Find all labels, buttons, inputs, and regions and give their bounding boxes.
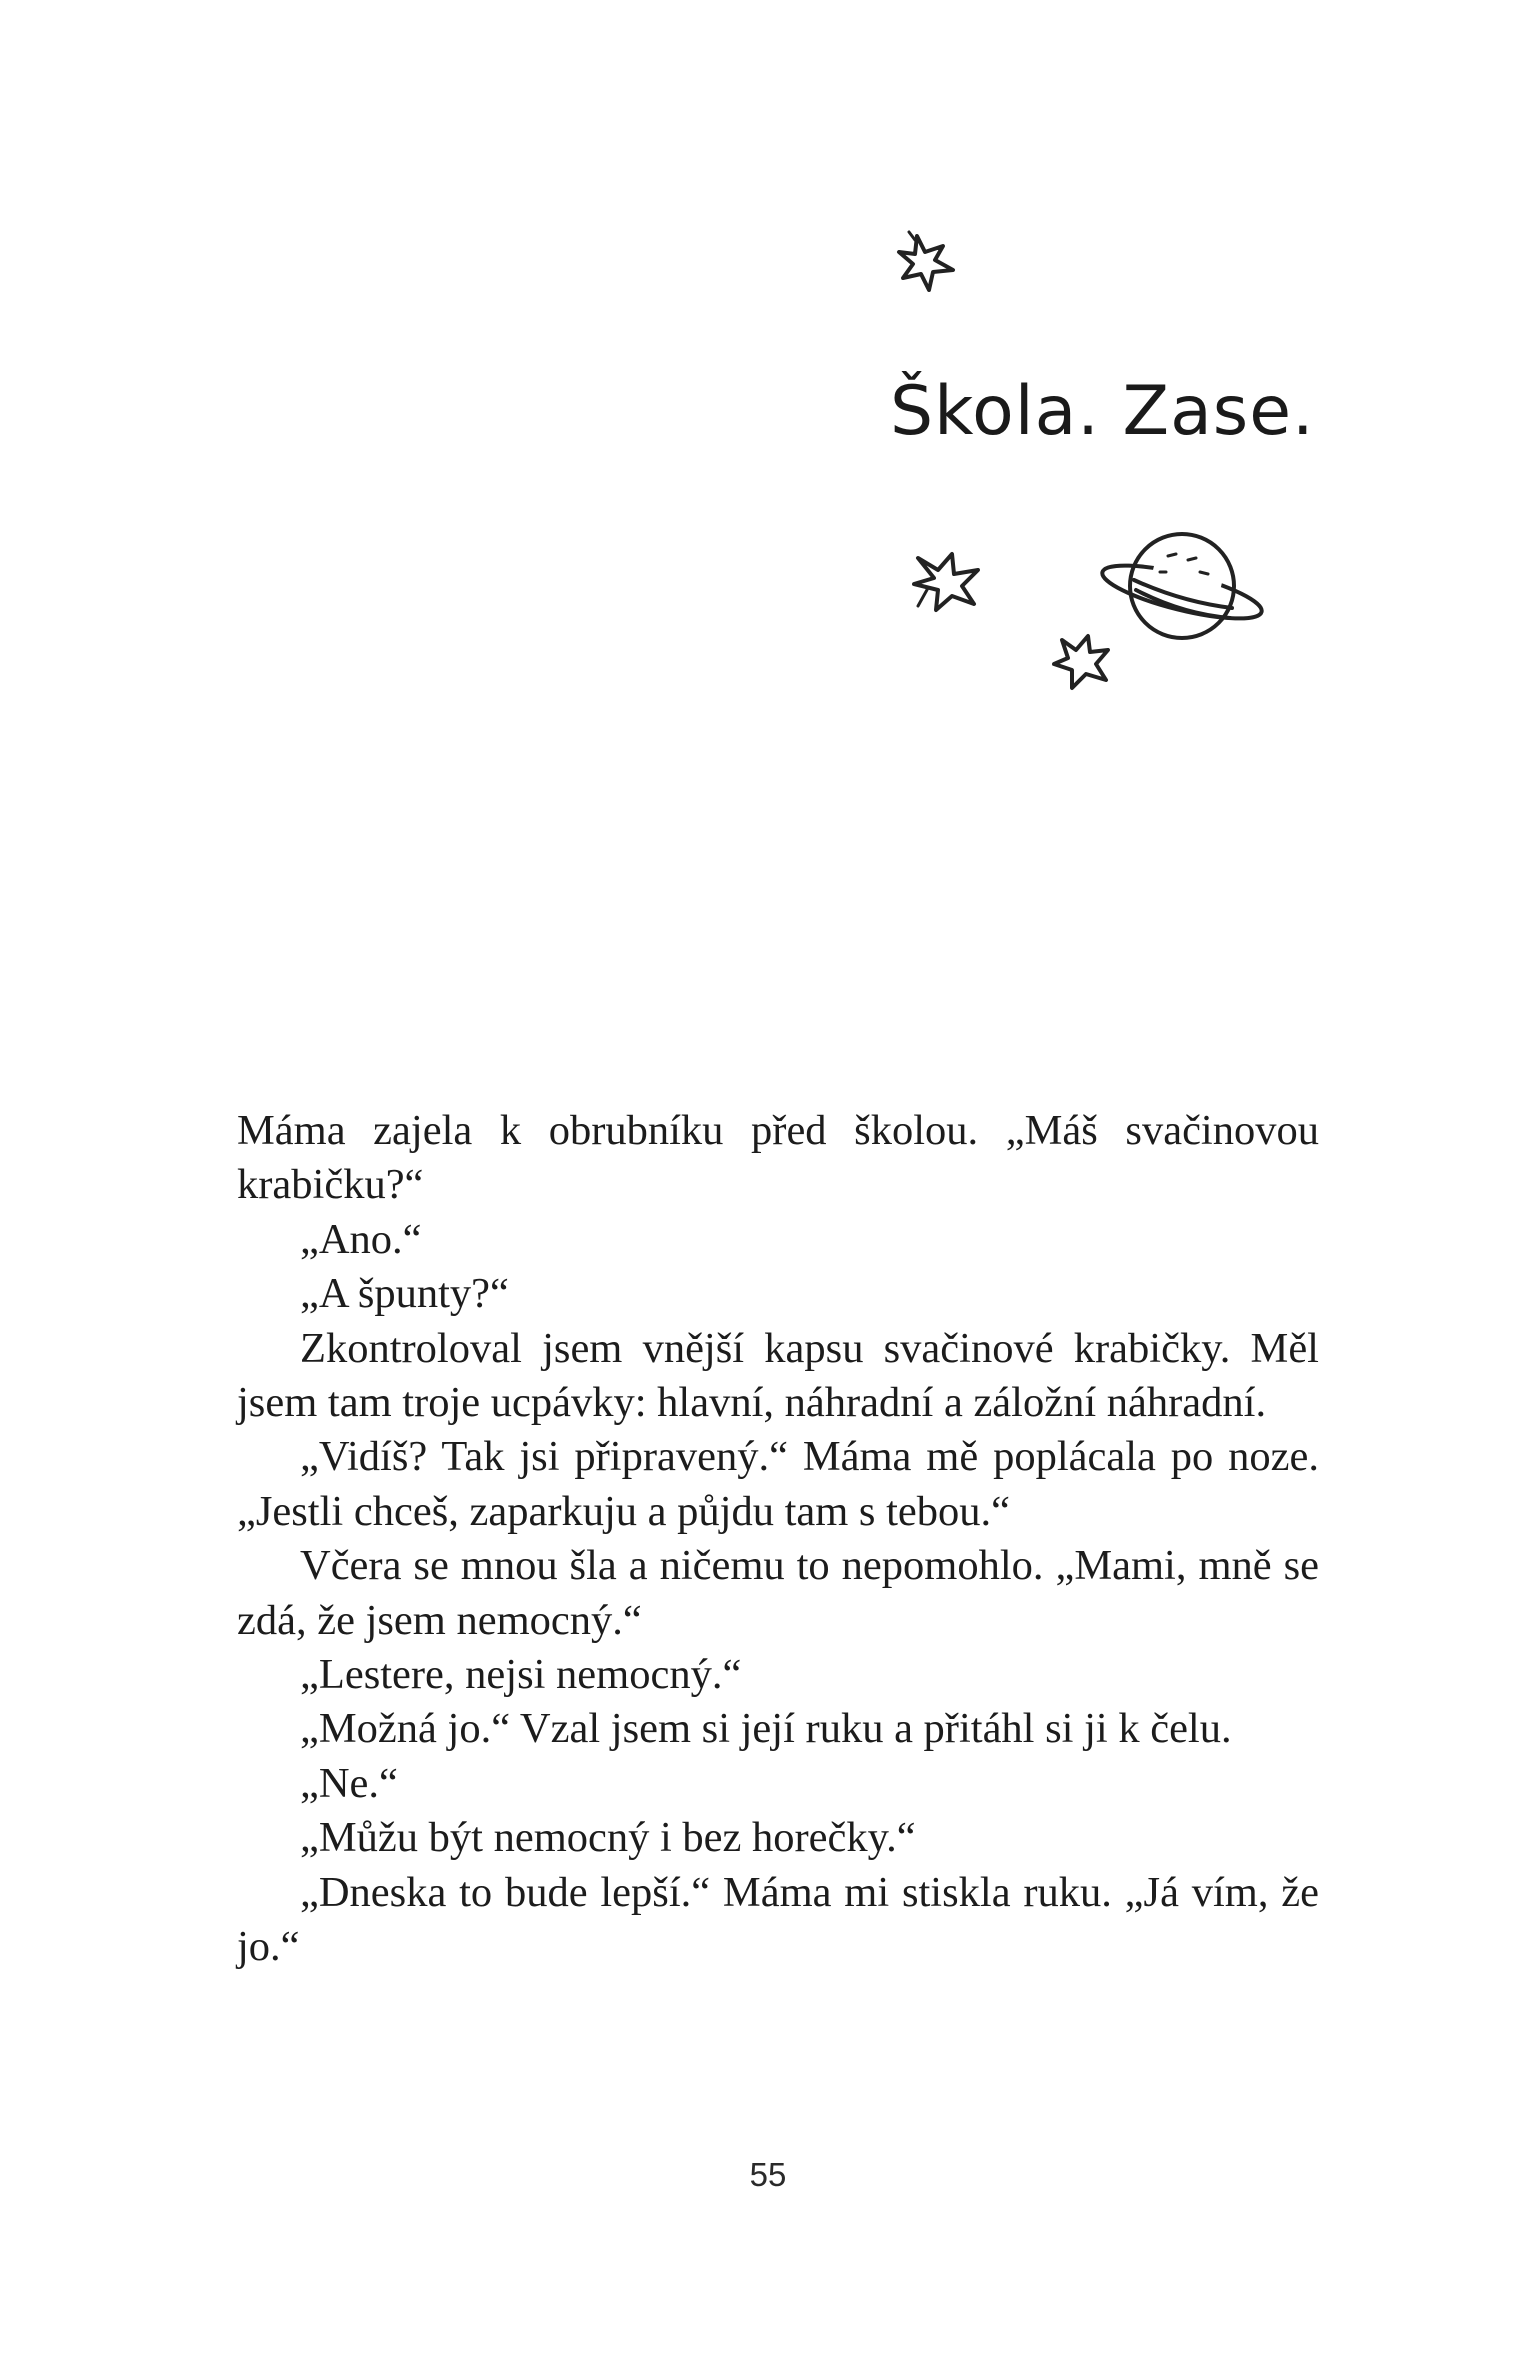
paragraph: Máma zajela k obrubníku před školou. „Máš svačinovou krabičku?“ — [237, 1107, 1319, 1209]
chapter-title: Škola. Zase. — [890, 372, 1315, 451]
paragraph: „Ano.“ — [300, 1215, 422, 1263]
paragraph: „Dneska to bude lepší.“ Máma mi stiskla ruku. „Já vím, že jo.“ — [237, 1868, 1319, 1971]
planet-icon — [1090, 522, 1270, 652]
paragraph: Včera se mnou šla a ničemu to nepomohlo. „Mami, mně se zdá, že jsem nemocný.“ — [237, 1542, 1319, 1644]
star-icon — [908, 548, 998, 618]
star-icon — [895, 228, 975, 298]
paragraph: „Ne.“ — [300, 1759, 398, 1807]
paragraph: Zkontroloval jsem vnější kapsu svačinové krabičky. Měl jsem tam troje ucpávky: hlavní, náhradní a záložní náhradní. — [237, 1324, 1319, 1427]
paragraph: „A špunty?“ — [300, 1270, 509, 1318]
paragraph: „Lestere, nejsi nemocný.“ — [300, 1651, 742, 1699]
paragraph: „Možná jo.“ Vzal jsem si její ruku a přitáhl si ji k čelu. — [300, 1705, 1232, 1753]
page-number: 55 — [749, 2156, 787, 2193]
paragraph: „Vidíš? Tak jsi připravený.“ Máma mě poplácala po noze. „Jestli chceš, zaparkuju a půjdu tam s tebou.“ — [237, 1433, 1319, 1535]
chapter-body — [237, 1104, 1319, 1975]
paragraph: „Můžu být nemocný i bez horečky.“ — [300, 1814, 916, 1862]
